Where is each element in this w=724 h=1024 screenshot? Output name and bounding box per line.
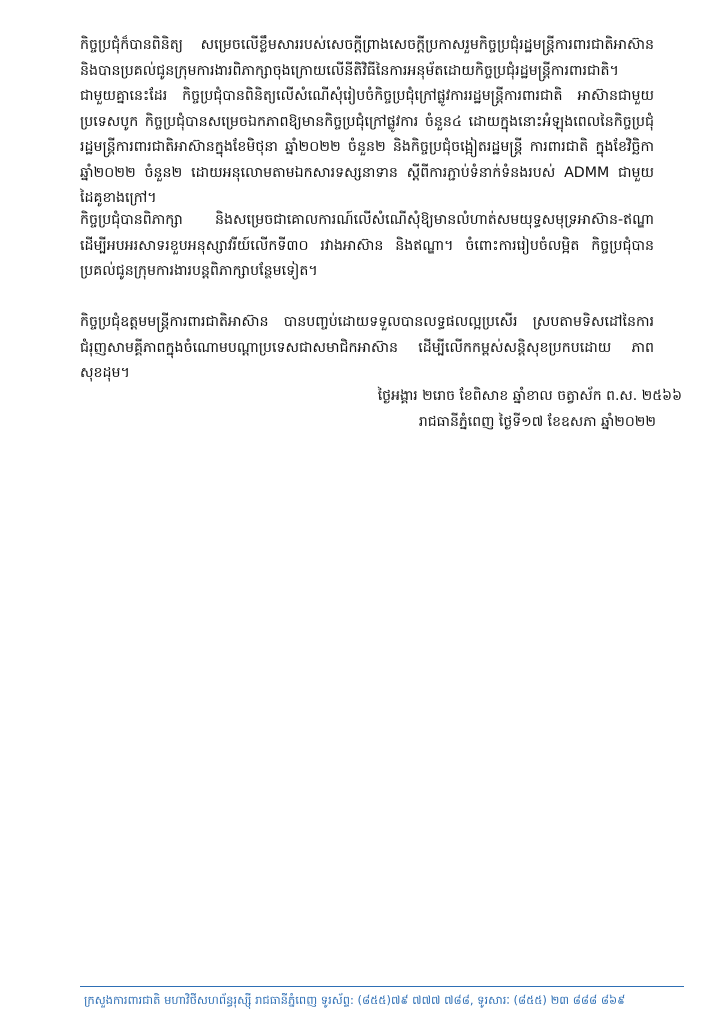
date-lunar: ថ្ងៃអង្គារ ២រោច ខែពិសាខ ឆ្នាំខាល ចត្វាស័ក ព.ស. ២៥៦៦ <box>377 388 682 404</box>
paragraph-2: កិច្ចប្រជុំបានពិភាក្សា និងសម្រេចជាគោលការណ៍លើសំណើសុំឱ្យមានលំហាត់សមយុទ្ធសមុទ្រអាស៊ាន-ឥណ្ឌា ដើម្បីអបអរសាទរខួបអនុស្សាវរីយ៍លើកទី៣០ រវាងអាស៊ាន និងឥណ្ឌា។ ចំពោះការរៀបចំលម្អិត កិច្ចប្រជុំបានប្រគល់ជូនក្រុមការងារបន្តពិភាក្សាបន្ថែមទៀត។ <box>80 212 654 279</box>
date-solar: រាជធានីភ្នំពេញ ថ្ងៃទី១៧ ខែឧសភា ឆ្នាំ២០២២ <box>418 414 656 430</box>
footer-address: ក្រសួងការពារជាតិ មហាវិថីសហព័ន្ធរុស្ស៊ី រាជធានីភ្នំពេញ ទូរស័ព្ទ: (៨៥៥)៧៩ ៧៧៧ ៧៨៨, ទូរសារៈ (៨៥៥) ២៣ ៨៨៨ ៨៦៩ <box>84 993 626 1007</box>
footer-divider <box>80 986 684 987</box>
paragraph-1: កិច្ចប្រជុំក៏បានពិនិត្យ សម្រេចលើខ្លឹមសាររបស់សេចក្តីព្រាងសេចក្តីប្រកាសរួមកិច្ចប្រជុំរដ្ឋមន្ត្រីការពារជាតិអាស៊ាន និងបានប្រគល់ជូនក្រុមការងារពិភាក្សាចុងក្រោយលើនីតិវិធីនៃការអនុម័តដោយកិច្ចប្រជុំរដ្ឋមន្ត្រីការពារជាតិ។ ជាមួយគ្នានេះដែរ កិច្ចប្រជុំបានពិនិត្យលើសំណើសុំរៀបចំកិច្ចប្រជុំក្រៅផ្លូវការរដ្ឋមន្ត្រីការពារជាតិ អាស៊ានជាមួយប្រទេសបូក កិច្ចប្រជុំបានសម្រេចឯកភាពឱ្យមានកិច្ចប្រជុំក្រៅផ្លូវការ ចំនួន៤ ដោយក្នុងនោះអំឡុងពេលនៃកិច្ចប្រជុំរដ្ឋមន្ត្រីការពារជាតិអាស៊ានក្នុងខែមិថុនា ឆ្នាំ២០២២ ចំនួន២ និងកិច្ចប្រជុំចង្អៀតរដ្ឋមន្ត្រី ការពារជាតិ ក្នុងខែវិច្ឆិកា ឆ្នាំ២០២២ ចំនួន២ ដោយអនុលោមតាមឯកសារទស្សនាទាន ស្តីពីការភ្ជាប់ទំនាក់ទំនងរបស់ ADMM ជាមួយដៃគូខាងក្រៅ។ <box>80 37 654 206</box>
paragraph-3: កិច្ចប្រជុំឧត្តមមន្ត្រីការពារជាតិអាស៊ាន បានបញ្ចប់ដោយទទួលបានលទ្ធផលល្អប្រសើរ ស្របតាមទិសដៅនៃការជំរុញសាមគ្គីភាពក្នុងចំណោមបណ្តាប្រទេសជាសមាជិកអាស៊ាន ដើម្បីលើកកម្ពស់សន្តិសុខប្រកបដោយ ភាពសុខដុម។ <box>80 314 654 381</box>
